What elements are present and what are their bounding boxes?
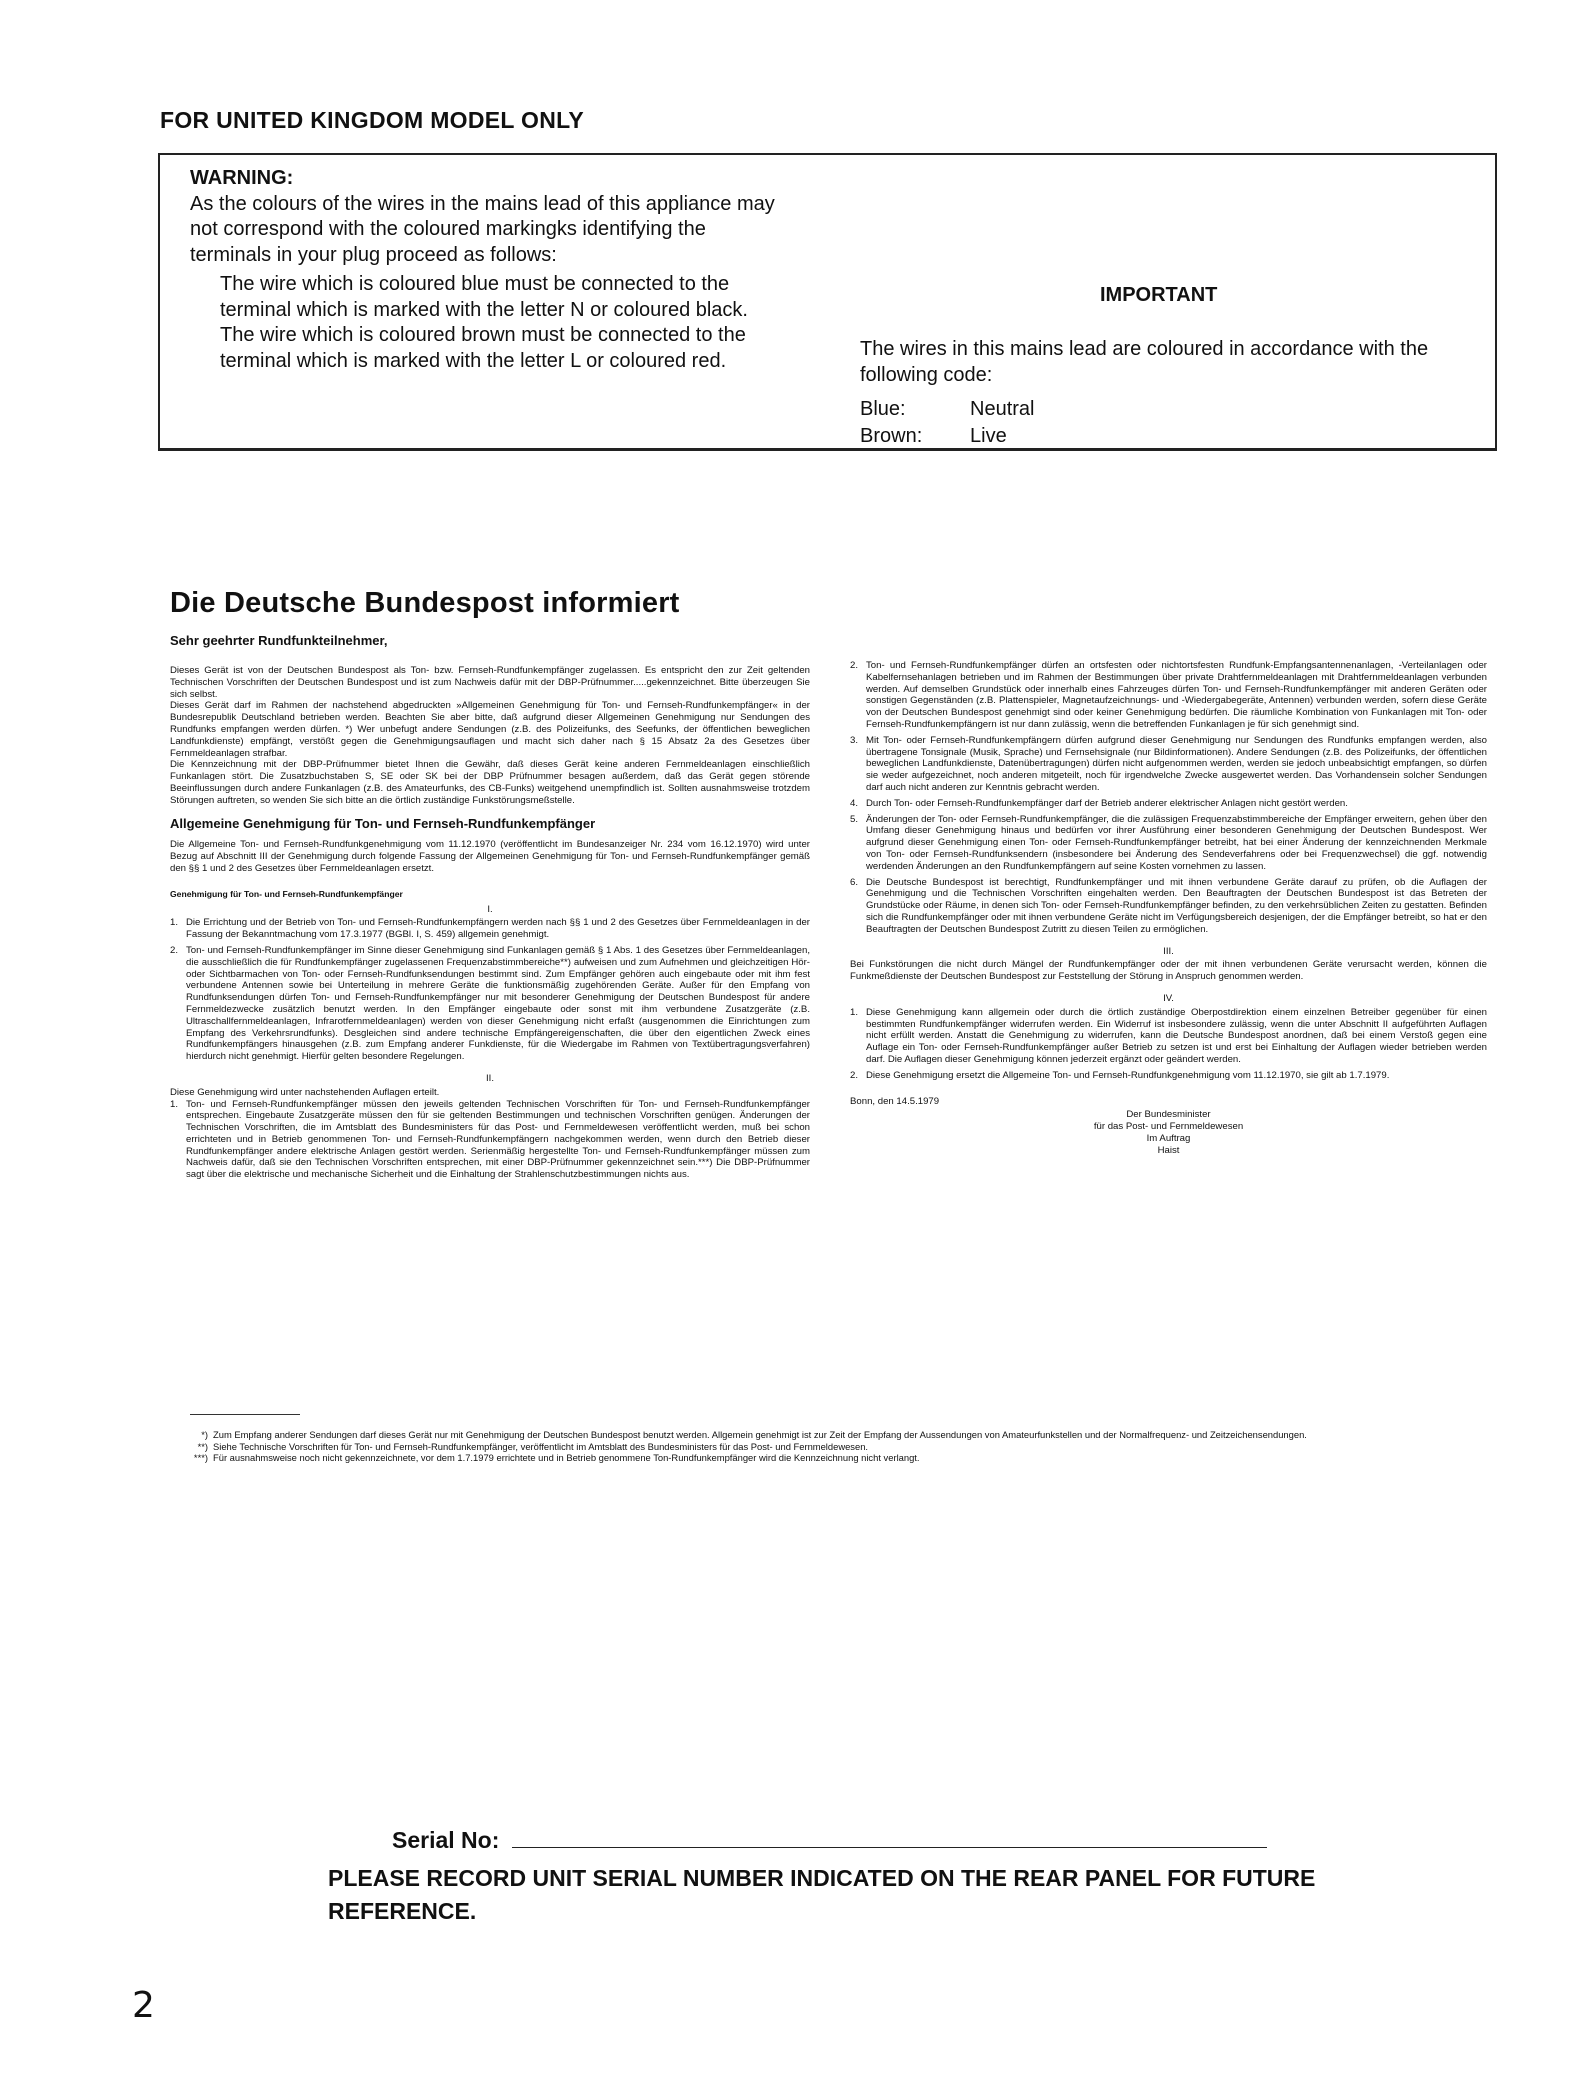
section-numeral: I.	[487, 903, 493, 915]
numbered-item	[170, 917, 810, 941]
de-intro-paragraph: Die Kennzeichnung mit der DBP-Prüfnummer bietet Ihnen die Gewähr, daß dieses Gerät keine anderen Fernmeldeanlagen einschließlich Funkanlagen stört. Die Zusatzbuchstaben S, SE oder SK bei der DBP Prüfnummer besagen außerdem, daß das Gerät gegen störende Beeinflussungen durch andere Funkanlagen (z.B. des Amateurfunks, des CB-Funks) weitgehend unempfindlich ist. Sollten ausnahmsweise trotzdem Störungen auftreten, so wenden Sie sich bitte an die örtlich zuständige Funkstörungsmeßstelle.	[170, 759, 810, 806]
numbered-item	[850, 1070, 1487, 1082]
item-text: Die Errichtung und der Betrieb von Ton- und Fernseh-Rundfunkempfängern werden nach §§ 1 und 2 des Gesetzes über Fernmeldeanlagen in der Fassung der Bekanntmachung vom 17.3.1977 (BGBl. I, S. 459) allgemein genehmigt.	[186, 917, 810, 941]
footnotes	[188, 1429, 1488, 1464]
footnote-text: Siehe Technische Vorschriften für Ton- und Fernseh-Rundfunkempfänger, veröffentlicht im Amtsblatt des Bundesministers für das Post- und Fernmeldewesen.	[213, 1440, 869, 1452]
section-numeral: IV.	[1163, 992, 1174, 1004]
numbered-item	[850, 814, 1487, 873]
footnote-mark: **)	[197, 1440, 208, 1452]
section-text: Bei Funkstörungen die nicht durch Mängel der Rundfunkempfänger oder der mit ihnen verbundenen Geräte verursacht werden, können die Funkmeßdienste der Deutschen Bundespost zur Feststellung der Störung in Anspruch genommen werden.	[850, 959, 1487, 983]
numbered-item	[850, 660, 1487, 731]
item-text: Die Deutsche Bundespost ist berechtigt, Rundfunkempfänger und mit ihnen verbundene Geräte darauf zu prüfen, ob die Auflagen der Genehmigung und die Technischen Vorschriften eingehalten werden. Den Beauftragten der Deutschen Bundespost ist das Betreten der Grundstücke oder Räume, in denen sich Ton- oder Fernseh-Rundfunkempfänger befinden, zu den verkehrsüblichen Zeiten zu gestatten. Befinden sich die Rundfunkempfänger oder mit ihnen verbundene Geräte nicht im Verfügungsbereich desjenigen, der die Empfänger betreibt, so hat er den Beauftragten der Deutschen Bundespost Zutritt zu diesen Teilen zu ermöglichen.	[866, 876, 1487, 935]
signature-line: für das Post- und Fernmeldewesen	[1093, 1121, 1244, 1133]
signature-block	[850, 1109, 1487, 1156]
item-number: 1.	[170, 1098, 179, 1110]
footnote-mark: ***)	[193, 1452, 208, 1464]
item-number: 2.	[170, 944, 179, 956]
section-numeral: III.	[1163, 945, 1174, 957]
item-number: 6.	[850, 876, 859, 888]
footnote	[188, 1441, 1488, 1453]
brown-wire-rule: The wire which is coloured brown must be connected to the terminal which is marked with the letter L or coloured red.	[220, 324, 746, 372]
item-number: 1.	[850, 1006, 859, 1018]
uk-model-heading: FOR UNITED KINGDOM MODEL ONLY	[160, 107, 584, 133]
footnote-text: Für ausnahmsweise noch nicht gekennzeichnete, vor dem 1.7.1979 errichtete und in Betrieb genommene Ton-Rundfunkempfänger wird die Kennzeichnung nicht verlangt.	[213, 1452, 920, 1464]
wire-code-row	[860, 423, 1034, 450]
serial-number-line[interactable]	[512, 1847, 1267, 1848]
warning-intro: As the colours of the wires in the mains lead of this appliance may not correspond with the coloured markingks identifying the terminals in your plug proceed as follows:	[190, 192, 775, 266]
wire-colour: Brown:	[860, 425, 923, 447]
signature-line: Im Auftrag	[1146, 1132, 1191, 1144]
de-left-column	[170, 657, 810, 1181]
item-number: 4.	[850, 797, 859, 809]
item-text: Durch Ton- oder Fernseh-Rundfunkempfänger darf der Betrieb anderer elektrischer Anlagen nicht gestört werden.	[866, 797, 1348, 809]
footnote-divider	[190, 1414, 300, 1415]
item-text: Diese Genehmigung kann allgemein oder durch die örtlich zuständige Oberpostdirektion einem einzelnen Betreiber gegenüber für einen bestimmten Rundfunkempfänger widerrufen werden. Ein Widerruf ist insbesondere zulässig, wenn die unter Abschnitt II aufgeführten Auflagen nicht erfüllt werden. Anstatt die Genehmigung zu widerrufen, kann die Deutsche Bundespost anordnen, daß bei einem Verstoß gegen eine Auflage ein Ton- oder Fernseh-Rundfunkempfänger außer Betrieb zu setzen ist und erst bei Einhaltung der Auflagen wieder betrieben werden darf. Die Auflagen dieser Genehmigung können jederzeit ergänzt oder geändert werden.	[866, 1006, 1487, 1065]
important-text: The wires in this mains lead are coloured in accordance with the following code:	[860, 338, 1429, 386]
warning-section	[190, 166, 775, 374]
general-permit-intro: Die Allgemeine Ton- und Fernseh-Rundfunkgenehmigung vom 11.12.1970 (veröffentlicht im Bundesanzeiger Nr. 234 vom 16.12.1970) wird unter Bezug auf Abschnitt III der Genehmigung durch folgende Fassung der Allgemeinen Genehmigung für Ton- und Fernseh-Rundfunkempfänger gemäß den §§ 1 und 2 des Gesetzes über Fernmeldeanlagen ersetzt.	[170, 839, 810, 874]
de-right-column	[850, 660, 1487, 1156]
section-numeral: II.	[486, 1072, 494, 1084]
wire-code-row	[860, 396, 1034, 423]
de-salutation: Sehr geehrter Rundfunkteilnehmer,	[170, 633, 388, 648]
page-number: 2	[132, 1985, 155, 2026]
item-number: 2.	[850, 660, 859, 671]
de-intro-paragraph: Dieses Gerät ist von der Deutschen Bundespost als Ton- bzw. Fernseh-Rundfunkempfänger zugelassen. Es entspricht den zur Zeit geltenden Technischen Vorschriften der Deutschen Bundespost und ist zum Nachweis dafür mit der DBP-Prüfnummer.....gekennzeichnet. Bitte überzeugen Sie sich selbst.	[170, 665, 810, 700]
item-text: Ton- und Fernseh-Rundfunkempfänger dürfen an ortsfesten oder nichtortsfesten Rundfunk-Empfangsantennenanlagen, -Verteilanlagen oder Kabelfernsehanlagen betrieben und im Rahmen der Bestimmungen über private Drahtfernmeldeanlagen mit Drahtfernmeldeanlagen verbunden werden. Auf demselben Grundstück oder innerhalb eines Fahrzeuges dürfen Ton- und Fernseh-Rundfunkempfänger mit anderen Geräten oder sonstigen Gegenständen (z.B. Plattenspieler, Magnetaufzeichnungs- und -Wiedergabegeräte, Antennen) verbunden werden, sofern diese Geräte von der Deutschen Bundespost genehmigt sind oder keiner Genehmigung bedürfen. Die räumliche Kombination von Funkanlagen mit Ton- oder Fernseh-Rundfunkempfängern ist nur dann zulässig, wenn die betreffenden Funkanlagen je für sich genehmigt sind.	[866, 660, 1487, 730]
footnote	[188, 1452, 1488, 1464]
de-intro-paragraph: Dieses Gerät darf im Rahmen der nachstehend abgedruckten »Allgemeinen Genehmigung für Ton- und Fernseh-Rundfunkempfänger« in der Bundesrepublik Deutschland betrieben werden. Beachten Sie aber bitte, daß aufgrund dieser Allgemeinen Genehmigung nur Sendungen des Rundfunks empfangen werden dürfen. *) Wer unbefugt andere Sendungen (z.B. des Polizeifunks, des Seefunks, der öffentlichen beweglichen Landfunkdienste) empfängt, verstößt gegen die Genehmigungsauflagen und macht sich daher nach § 15 Absatz 2a des Gesetzes über Fernmeldeanlagen strafbar.	[170, 700, 810, 759]
numbered-item	[170, 1099, 810, 1182]
place-date: Bonn, den 14.5.1979	[850, 1095, 940, 1107]
numbered-item	[850, 1007, 1487, 1066]
item-number: 3.	[850, 734, 859, 746]
item-text: Ton- und Fernseh-Rundfunkempfänger im Sinne dieser Genehmigung sind Funkanlagen gemäß § 1 Abs. 1 des Gesetzes über Fernmeldeanlagen, die ausschließlich die für Rundfunkempfänger zugelassenen Frequenzabstimmbereiche**) aufweisen und zum Aufnehmen und gleichzeitigen Hör- oder Sichtbarmachen von Ton- oder Fernseh-Rundfunksendungen bestimmt sind. Zum Empfänger gehören auch eingebaute oder mit ihm fest verbundene Antennen sowie bei Unterteilung in mehrere Geräte die funktionsmäßig zugehörenden Geräte. Außer für den Empfang von Rundfunksendungen dürfen Ton- und Fernseh-Rundfunkempfänger nur mit besonderer Genehmigung der Deutschen Bundespost für andere Fernmeldezwecke zusätzlich benutzt werden. In den Empfänger eingebaute oder sonst mit ihm verbundene Zusatzgeräte (z.B. Ultraschallfernmeldeanlagen, Infrarotfernmeldeanlagen) werden von dieser Genehmigung nicht erfaßt (ausgenommen die Einrichtungen zum Empfang des Verkehrsrundfunks). Desgleichen sind andere technische Empfängereigenschaften, die über den eigentlichen Zweck eines Rundfunkempfängers hinausgehen (z.B. zum Empfang anderer Funkdienste, für die Wiedergabe im Rahmen von Textübertragungsverfahren) hierdurch nicht genehmigt. Hierfür gelten besondere Regelungen.	[186, 944, 810, 1063]
wire-code-table	[860, 396, 1034, 450]
item-number: 1.	[170, 917, 179, 929]
footnote-text: Zum Empfang anderer Sendungen darf dieses Gerät nur mit Genehmigung der Deutschen Bundespost benutzt werden. Allgemein genehmigt ist zur Zeit der Empfang der Aussendungen von Amateurfunkstellen und der Normalfrequenz- und Zeitzeichensendungen.	[213, 1429, 1307, 1440]
serial-label: Serial No:	[392, 1827, 500, 1853]
item-number: 5.	[850, 813, 859, 825]
signature-line: Haist	[1157, 1144, 1180, 1156]
blue-wire-rule: The wire which is coloured blue must be connected to the terminal which is marked with the letter N or coloured black.	[220, 273, 748, 321]
item-text: Mit Ton- oder Fernseh-Rundfunkempfängern dürfen aufgrund dieser Genehmigung nur Sendungen des Rundfunks empfangen werden, also übertragene Tonsignale (Musik, Sprache) und Fernsehsignale (nur Bildinformationen). Andere Sendungen (z.B. des Polizeifunks, der öffentlichen beweglichen Landfunkdienste, Datenübertragungen) dürfen nicht aufgenommen werden, werden sie jedoch unbeabsichtigt empfangen, so dürfen sie weder aufgezeichnet, noch anderen mitgeteilt, noch für irgendwelche Zwecke ausgewertet werden. Das Vorhandensein solcher Sendungen darf auch nicht anderen zur Kenntnis gebracht werden.	[866, 734, 1487, 793]
item-text: Änderungen der Ton- oder Fernseh-Rundfunkempfänger, die die zulässigen Frequenzabstimmbereiche der Empfänger erweitern, gehen über den Umfang dieser Genehmigung hinaus und bedürfen vor ihrer Ausführung einer besonderen Genehmigung der Deutschen Bundespost. Wer aufgrund dieser Genehmigung einen Ton- oder Fernseh-Rundfunkempfänger betreibt, hat bei einer Änderung der kennzeichnenden Merkmale von Ton- oder Fernseh-Rundfunksendern (insbesondere bei Änderung des Sendeverfahrens oder bei Frequenzwechsel) die ggf. notwendig werdenden Änderungen an den Rundfunkempfängern auf seine Kosten vornehmen zu lassen.	[866, 813, 1487, 872]
permit-subheading: Genehmigung für Ton- und Fernseh-Rundfunkempfänger	[170, 888, 403, 899]
item-number: 2.	[850, 1069, 859, 1081]
numbered-item	[850, 877, 1487, 936]
numbered-item	[850, 735, 1487, 794]
footnote	[188, 1429, 1488, 1441]
wire-meaning: Live	[970, 425, 1007, 447]
general-permit-heading: Allgemeine Genehmigung für Ton- und Fernseh-Rundfunkempfänger	[170, 815, 596, 831]
item-text: Diese Genehmigung ersetzt die Allgemeine Ton- und Fernseh-Rundfunkgenehmigung vom 11.12.1970, sie gilt ab 1.7.1979.	[866, 1069, 1390, 1081]
de-title: Die Deutsche Bundespost informiert	[170, 587, 680, 619]
section-intro: Diese Genehmigung wird unter nachstehenden Auflagen erteilt.	[170, 1086, 440, 1098]
item-text: Ton- und Fernseh-Rundfunkempfänger müssen den jeweils geltenden Technischen Vorschriften für Ton- und Fernseh-Rundfunkempfänger entsprechen. Eingebaute Zusatzgeräte müssen den für sie geltenden Bestimmungen und technischen Vorschriften genügen. Änderungen der Technischen Vorschriften, die im Amtsblatt des Bundesministers für das Post- und Fernmeldewesen veröffentlicht werden, muß bei schon errichteten und in Betrieb genommenen Ton- und Fernseh-Rundfunkempfängern nachgekommen werden, wenn durch den Betrieb dieser Rundfunkempfänger andere elektrische Anlagen gestört werden. Serienmäßig hergestellte Ton- und Fernseh-Rundfunkempfänger müssen zum Nachweis dafür, daß sie den Technischen Vorschriften entsprechen, mit einer DBP-Prüfnummer gekennzeichnet sein.***) Die DBP-Prüfnummer sagt über die elektrische und mechanische Sicherheit und die Einhaltung der Strahlenschutzbestimmungen nichts aus.	[186, 1098, 810, 1181]
serial-instruction: PLEASE RECORD UNIT SERIAL NUMBER INDICATED ON THE REAR PANEL FOR FUTURE REFERENCE.	[328, 1865, 1316, 1924]
warning-title: WARNING:	[190, 167, 294, 189]
wire-colour: Blue:	[860, 398, 906, 420]
numbered-item	[170, 945, 810, 1063]
wire-meaning: Neutral	[970, 398, 1035, 420]
signature-line: Der Bundesminister	[1126, 1109, 1211, 1121]
footnote-mark: *)	[201, 1429, 208, 1440]
important-title: IMPORTANT	[1100, 284, 1218, 306]
numbered-item	[850, 798, 1487, 810]
